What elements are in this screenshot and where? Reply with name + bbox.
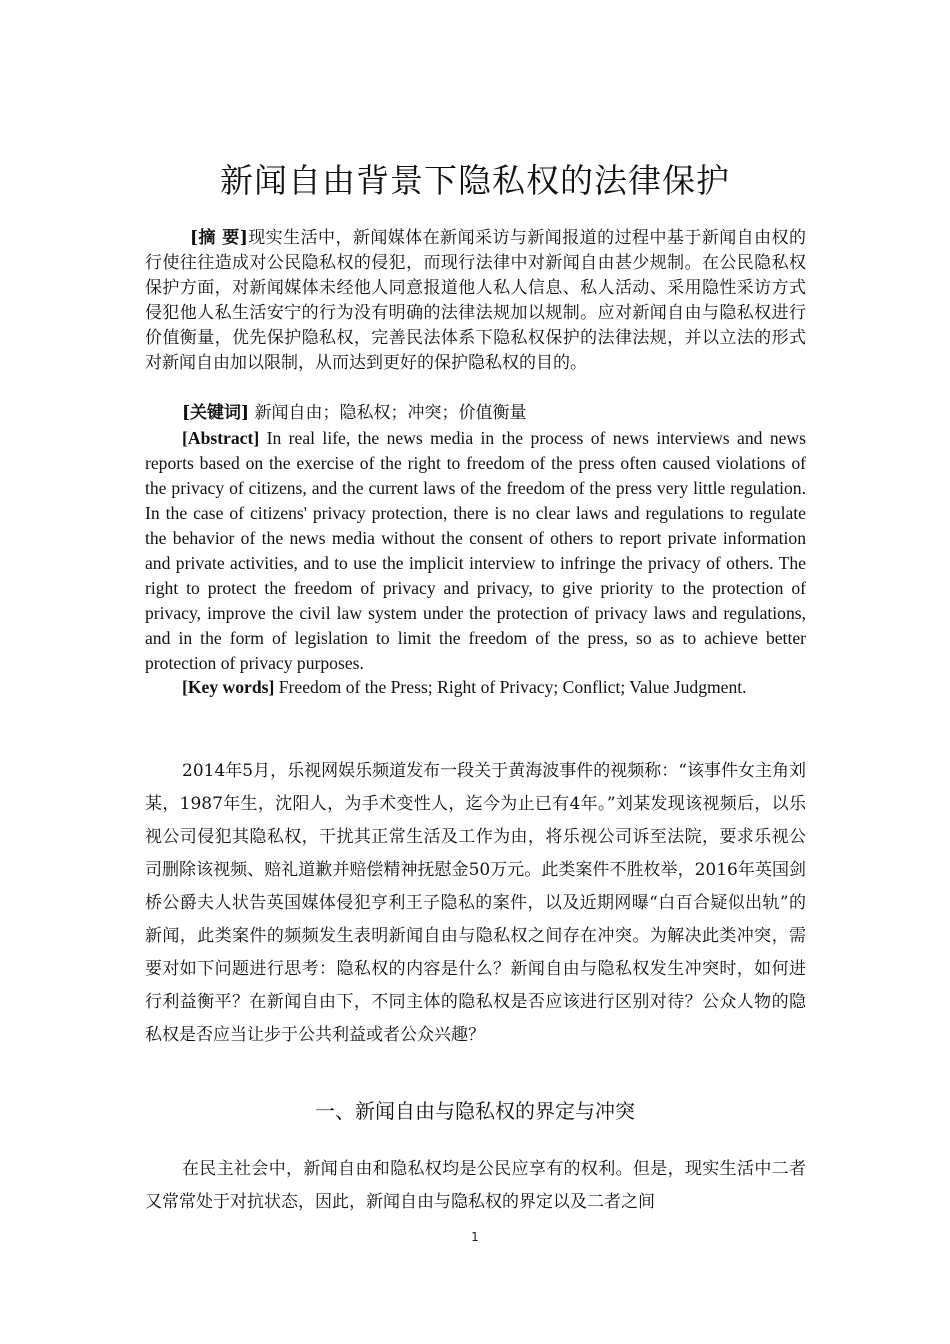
abstract-cn-label: [摘 要] [190, 228, 248, 248]
keywords-en-label: [Key words] [182, 677, 275, 697]
keywords-cn-text: 新闻自由；隐私权；冲突；价值衡量 [254, 403, 527, 423]
abstract-chinese [145, 226, 806, 376]
abstract-en-label: [Abstract] [182, 428, 260, 448]
keywords-cn-label: [关键词] [182, 403, 250, 423]
abstract-english [145, 426, 806, 676]
section-paragraph: 在民主社会中，新闻自由和隐私权均是公民应享有的权利。但是，现实生活中二者又常常处于对抗状态，因此，新闻自由与隐私权的界定以及二者之间 [145, 1159, 806, 1212]
page-number: 1 [471, 1230, 479, 1244]
document-title: 新闻自由背景下隐私权的法律保护 [220, 161, 730, 200]
intro-paragraph: 2014年5月，乐视网娱乐频道发布一段关于黄海波事件的视频称：“该事件女主角刘某，1987年生，沈阳人，为手术变性人，迄今为止已有4年。”刘某发现该视频后，以乐视公司侵犯其隐私权，干扰其正常生活及工作为由，将乐视公司诉至法院，要求乐视公司删除该视频、赔礼道歉并赔偿精神抚慰金50万元。此类案件不胜枚举，2016年英国剑桥公爵夫人状告英国媒体侵犯亨利王子隐私的案件，以及近期网曝“白百合疑似出轨”的新闻，此类案件的频频发生表明新闻自由与隐私权之间存在冲突。为解决此类冲突，需要对如下问题进行思考：隐私权的内容是什么？新闻自由与隐私权发生冲突时，如何进行利益衡平？在新闻自由下，不同主体的隐私权是否应该进行区别对待？公众人物的隐私权是否应当让步于公共利益或者公众兴趣？ [145, 761, 806, 1045]
keywords-chinese [145, 401, 806, 426]
abstract-cn-text: 现实生活中，新闻媒体在新闻采访与新闻报道的过程中基于新闻自由权的行使往往造成对公民隐私权的侵犯，而现行法律中对新闻自由甚少规制。在公民隐私权保护方面，对新闻媒体未经他人同意报道他人私人信息、私人活动、采用隐性采访方式侵犯他人私生活安宁的行为没有明确的法律法规加以规制。应对新闻自由与隐私权进行价值衡量，优先保护隐私权，完善民法体系下隐私权保护的法律法规，并以立法的形式对新闻自由加以限制，从而达到更好的保护隐私权的目的。 [145, 228, 807, 373]
keywords-english [145, 675, 806, 700]
abstract-en-text: In real life, the news media in the process of news interviews and news reports based on the exercise of the right to freedom of the press often caused violations of the privacy of citizens, and the current laws of the freedom of the press very little regulation. In the case of citizens' privacy protection, there is no clear laws and regulations to regulate the behavior of the news media without the consent of others to report private information and private activities, and to use the implicit interview to infringe the privacy of others. The right to protect the freedom of privacy and privacy, to give priority to the protection of privacy, improve the civil law system under the protection of privacy laws and regulations, and in the form of legislation to limit the freedom of the press, so as to achieve better protection of privacy purposes. [145, 428, 806, 673]
keywords-en-text: Freedom of the Press; Right of Privacy; Conflict; Value Judgment. [278, 677, 747, 697]
section-heading: 一、新闻自由与隐私权的界定与冲突 [315, 1099, 635, 1123]
